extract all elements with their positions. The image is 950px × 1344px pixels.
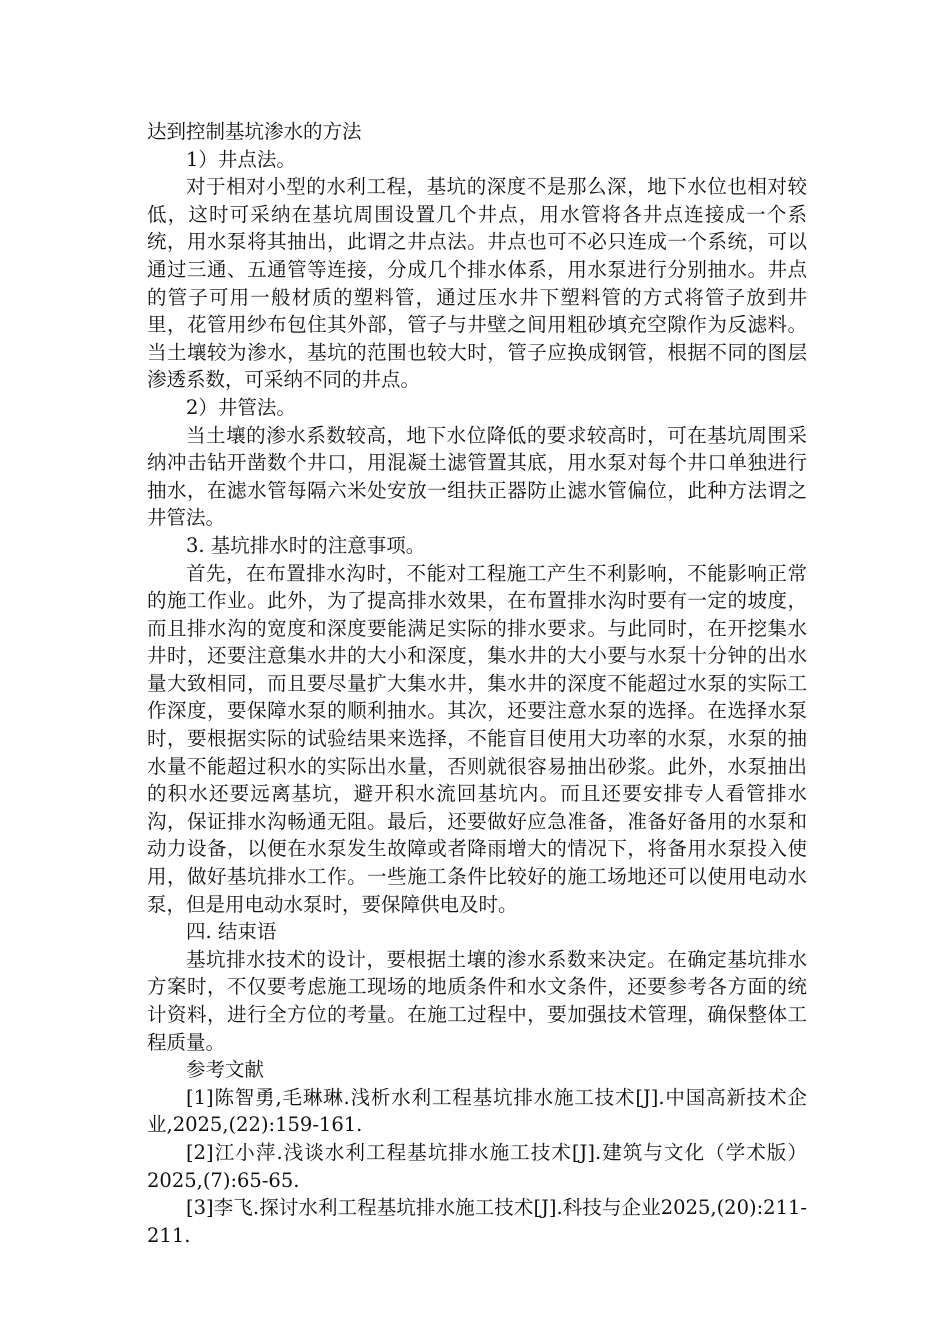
paragraph-well-pipe: 当土壤的渗水系数较高，地下水位降低的要求较高时，可在基坑周围采纳冲击钻开凿数个井口，用混凝土滤管置其底，用水泵对每个井口单独进行抽水，在滤水管每隔六米处安放一组扶正器防止滤水管偏位，此种方法谓之井管法。 [147, 423, 807, 530]
heading-conclusion: 四. 结束语 [186, 920, 277, 944]
paragraph-conclusion: 基坑排水技术的设计，要根据土壤的渗水系数来决定。在确定基坑排水方案时，不仅要考虑施工现场的地质条件和水文条件，还要参考各方面的统计资料，进行全方位的考量。在施工过程中，要加强技术管理，确保整体工程质量。 [147, 947, 807, 1054]
heading-references: 参考文献 [186, 1058, 265, 1082]
reference-item: [3]李飞.探讨水利工程基坑排水施工技术[J].科技与企业2025,(20):211-211. [147, 1196, 807, 1247]
paragraph-continuation: 达到控制基坑渗水的方法 [147, 120, 362, 143]
heading-well-pipe: 2）井管法。 [186, 395, 296, 419]
heading-well-point: 1）井点法。 [186, 147, 296, 171]
document-body [147, 118, 807, 1249]
reference-item: [1]陈智勇,毛琳琳.浅析水利工程基坑排水施工技术[J].中国高新技术企业,2025,(22):159-161. [147, 1085, 807, 1137]
reference-item: [2]江小萍.浅谈水利工程基坑排水施工技术[J].建筑与文化（学术版）2025,(7):65-65. [147, 1140, 807, 1192]
paragraph-well-point: 对于相对小型的水利工程，基坑的深度不是那么深，地下水位也相对较低，这时可采纳在基坑周围设置几个井点，用水管将各井点连接成一个系统，用水泵将其抽出，此谓之井点法。井点也可不必只连成一个系统，可以通过三通、五通管等连接，分成几个排水体系，用水泵进行分别抽水。井点的管子可用一般材质的塑料管，通过压水井下塑料管的方式将管子放到井里，花管用纱布包住其外部，管子与井壁之间用粗砂填充空隙作为反滤料。当土壤较为渗水，基坑的范围也较大时，管子应换成钢管，根据不同的图层渗透系数，可采纳不同的井点。 [147, 175, 807, 392]
paragraph-precautions: 首先，在布置排水沟时，不能对工程施工产生不利影响，不能影响正常的施工作业。此外，为了提高排水效果，在布置排水沟时要有一定的坡度，而且排水沟的宽度和深度要能满足实际的排水要求。与此同时，在开挖集水井时，还要注意集水井的大小和深度，集水井的大小要与水泵十分钟的出水量大致相同，而且要尽量扩大集水井，集水井的深度不能超过水泵的实际工作深度，要保障水泵的顺利抽水。其次，还要注意水泵的选择。在选择水泵时，要根据实际的试验结果来选择，不能盲目使用大功率的水泵，水泵的抽水量不能超过积水的实际出水量，否则就很容易抽出砂浆。此外，水泵抽出的积水还要远离基坑，避开积水流回基坑内。而且还要安排专人看管排水沟，保证排水沟畅通无阻。最后，还要做好应急准备，准备好备用的水泵和动力设备，以便在水泵发生故障或者降雨增大的情况下，将备用水泵投入使用，做好基坑排水工作。一些施工条件比较好的施工场地还可以使用电动水泵，但是用电动水泵时，要保障供电及时。 [147, 561, 807, 916]
heading-precautions: 3. 基坑排水时的注意事项。 [186, 533, 426, 557]
